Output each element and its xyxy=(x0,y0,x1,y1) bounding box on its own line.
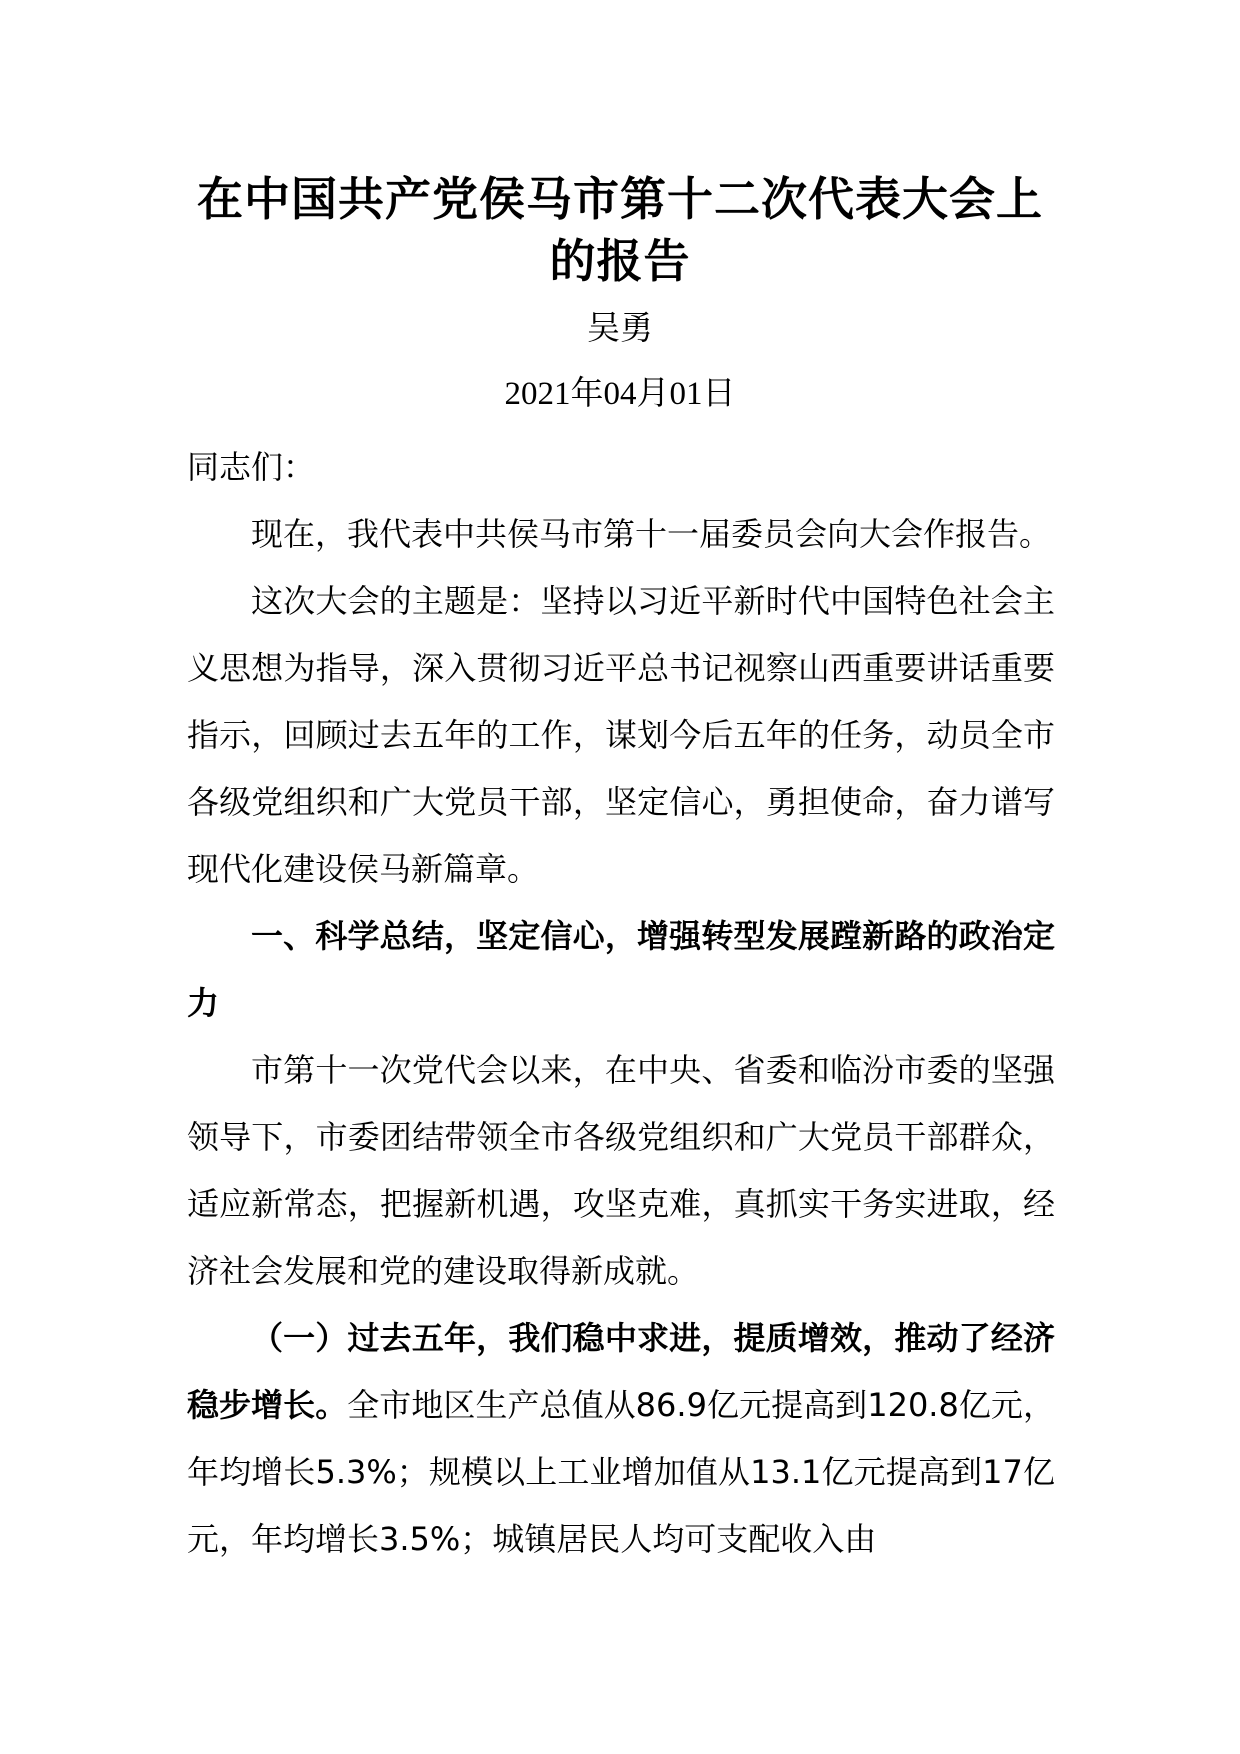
salutation: 同志们： xyxy=(187,448,316,486)
paragraph-economy-lead: （一）过去五年，我们稳中求进，提质增效，推动了经济稳步增长。 xyxy=(187,1319,1055,1424)
document-title: 在中国共产党侯马市第十二次代表大会上的报告 xyxy=(197,172,1043,288)
paragraph-economy xyxy=(187,1305,1055,1573)
document-date: 2021年04月01日 xyxy=(504,376,736,412)
section-heading-1: 一、科学总结，坚定信心，增强转型发展蹚新路的政治定力 xyxy=(187,917,1055,1022)
paragraph-theme: 这次大会的主题是：坚持以习近平新时代中国特色社会主义思想为指导，深入贯彻习近平总书记视察山西重要讲话重要指示，回顾过去五年的工作，谋划今后五年的任务，动员全市各级党组织和广大党员干部，坚定信心，勇担使命，奋力谱写现代化建设侯马新篇章。 xyxy=(187,582,1055,888)
paragraph-summary: 市第十一次党代会以来，在中央、省委和临汾市委的坚强领导下，市委团结带领全市各级党组织和广大党员干部群众，适应新常态，把握新机遇，攻坚克难，真抓实干务实进取，经济社会发展和党的建设取得新成就。 xyxy=(187,1051,1055,1290)
paragraph-economy-body: 全市地区生产总值从86.9亿元提高到120.8亿元，年均增长5.3%；规模以上工业增加值从13.1亿元提高到17亿元，年均增长3.5%；城镇居民人均可支配收入由 xyxy=(187,1386,1055,1558)
paragraph-intro: 现在，我代表中共侯马市第十一届委员会向大会作报告。 xyxy=(251,515,1052,553)
document-author: 吴勇 xyxy=(587,308,653,347)
document-body xyxy=(187,434,1055,1573)
